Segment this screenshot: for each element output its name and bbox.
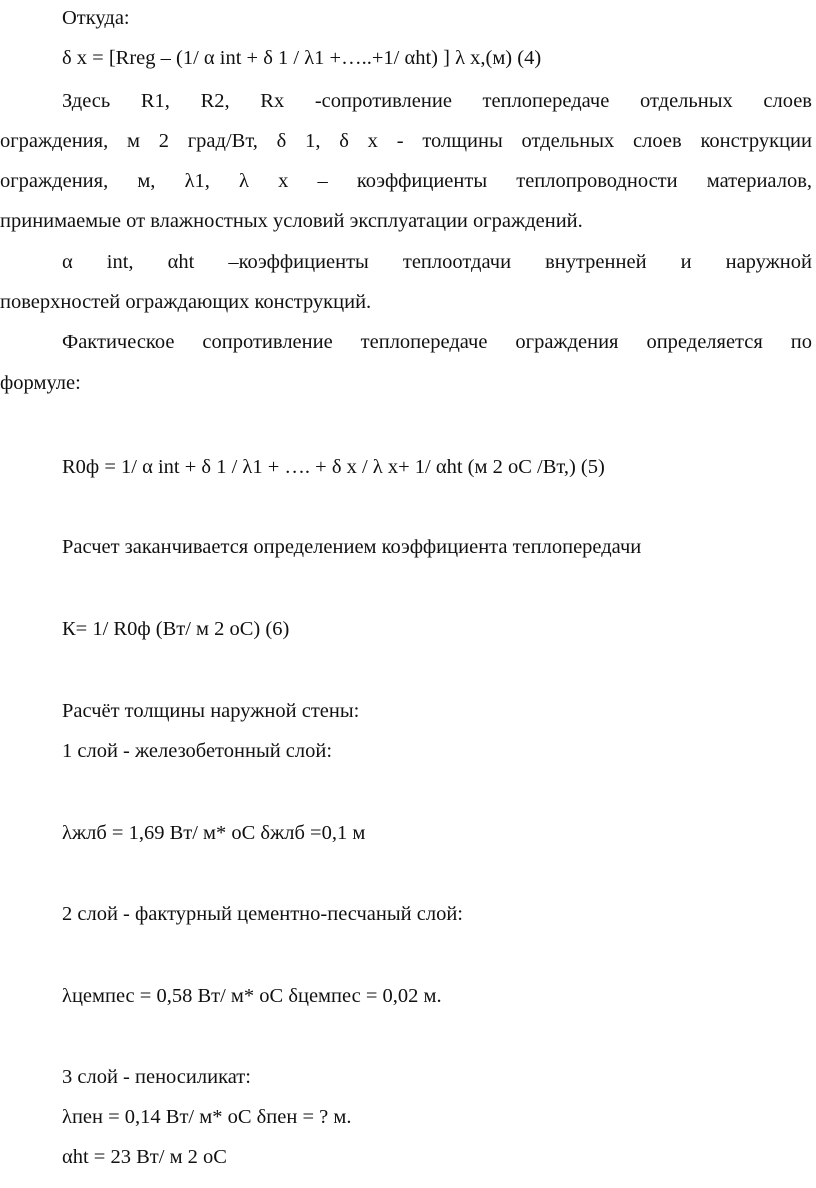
alpha-ht-value: αht = 23 Вт/ м 2 оС (62, 1146, 227, 1168)
text-line-zdes-content: Здесь R1, R2, Rx -сопротивление теплопередаче отдельных слоев (62, 90, 812, 112)
layer-3-title: 3 слой - пеносиликат: (62, 1066, 251, 1088)
text-line-formule: формуле: (0, 372, 81, 394)
text-line-alpha (62, 250, 812, 274)
text-line-fakticheskoe-content: Фактическое сопротивление теплопередаче ограждения определяется по (62, 331, 812, 353)
formula-4: δ x = [Rreg – (1/ α int + δ 1 / λ1 +…..+1/ αht) ] λ x,(м) (4) (62, 47, 542, 69)
text-line-fakticheskoe (62, 330, 812, 354)
layer-3-values: λпен = 0,14 Вт/ м* оС δпен = ? м. (62, 1106, 352, 1128)
layer-1-title: 1 слой - железобетонный слой: (62, 740, 333, 762)
text-line-alpha-content: α int, αht –коэффициенты теплоотдачи внутренней и наружной (62, 251, 812, 273)
formula-5: R0ф = 1/ α int + δ 1 / λ1 + …. + δ x / λ x+ 1/ αht (м 2 оС /Вт,) (5) (62, 456, 605, 478)
layer-2-title: 2 слой - фактурный цементно-песчаный слой: (62, 903, 463, 925)
text-line-ograzhdeniya-1 (0, 129, 812, 153)
layer-1-values: λжлб = 1,69 Вт/ м* оС δжлб =0,1 м (62, 822, 366, 844)
text-line-otkuda: Откуда: (62, 7, 130, 29)
text-line-poverkhnostei: поверхностей ограждающих конструкций. (0, 291, 372, 313)
text-line-ograzhdeniya-2-content: ограждения, м, λ1, λ x – коэффициенты теплопроводности материалов, (0, 170, 812, 192)
text-line-raschet: Расчет заканчивается определением коэффициента теплопередачи (62, 536, 642, 558)
text-line-zdes (62, 89, 812, 113)
formula-6: К= 1/ R0ф (Вт/ м 2 оС) (6) (62, 618, 290, 640)
layer-2-values: λцемпес = 0,58 Вт/ м* оС δцемпес = 0,02 м. (62, 985, 442, 1007)
section-heading-wall: Расчёт толщины наружной стены: (62, 700, 360, 722)
text-line-ograzhdeniya-2 (0, 169, 812, 193)
text-line-ograzhdeniya-1-content: ограждения, м 2 град/Вт, δ 1, δ x - толщины отдельных слоев конструкции (0, 130, 812, 152)
text-line-prinimaemye: принимаемые от влажностных условий эксплуатации ограждений. (0, 210, 583, 232)
